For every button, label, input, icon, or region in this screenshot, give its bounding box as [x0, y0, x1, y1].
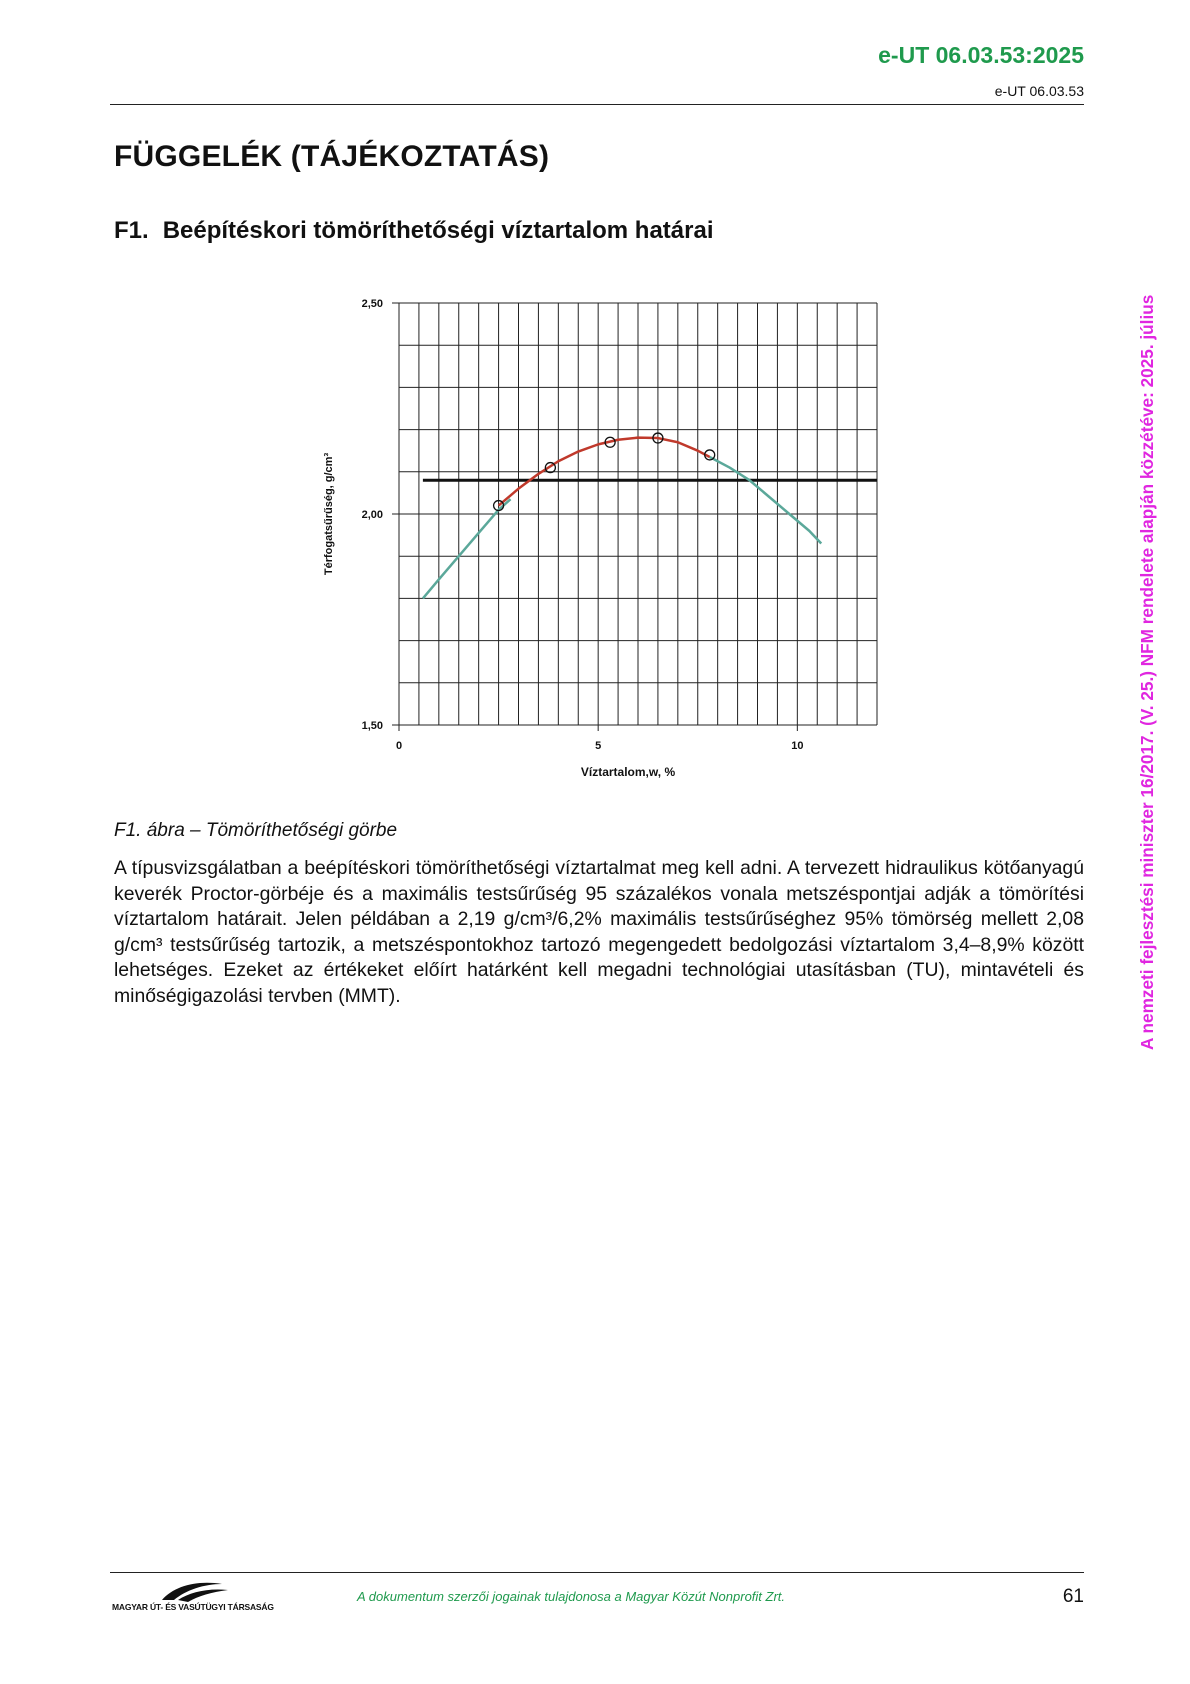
x-tick-label: 0: [395, 740, 403, 752]
society-logo: [112, 1578, 272, 1618]
header-divider: [110, 104, 1084, 105]
extrapolated-curve: [710, 457, 822, 544]
standard-short-id: e-UT 06.03.53: [994, 83, 1084, 99]
appendix-title: FÜGGELÉK (TÁJÉKOZTATÁS): [114, 140, 550, 173]
chart-series: [423, 433, 877, 598]
standard-id: e-UT 06.03.53:2025: [878, 42, 1084, 68]
compaction-chart: [300, 280, 900, 800]
chart-axes: [392, 303, 797, 731]
footer-divider: [110, 1572, 1084, 1573]
chart-grid: [399, 303, 877, 725]
y-tick-label: 1,50: [361, 720, 383, 732]
x-axis-label: Víztartalom,w, %: [580, 765, 676, 779]
section-number: F1.: [114, 217, 149, 244]
section-title: Beépítéskori tömöríthetőségi víztartalom határai: [162, 217, 714, 244]
body-paragraph: A típusvizsgálatban a beépítéskori tömöríthetőségi víztartalmat meg kell adni. A tervezett hidraulikus kötőanyagú keverék Proctor-görbéje és a maximális testsűrűség 95 százalékos vonala metszéspontjai adják a tömörítési víztartalom határait. Jelen példában a 2,19 g/cm³/6,2% maximális testsűrűséghez 95% tömörség mellett 2,08 g/cm³ testsűrűség tartozik, a metszéspontokhoz tartozó megengedett bedolgozási víztartalom 3,4–8,9% között lehetséges. Ezeket az értékeket előírt határként kell megadni technológiai utasításban (TU), mintavételi és minőségigazolási tervben (MMT).: [114, 857, 1084, 1007]
y-tick-label: 2,00: [361, 509, 383, 521]
publication-side-note: A nemzeti fejlesztési miniszter 16/2017. (V. 25.) NFM rendelete alapján közzétéve: 2025. július: [1137, 294, 1157, 1050]
copyright-notice: A dokumentum szerzői jogainak tulajdonosa a Magyar Közút Nonprofit Zrt.: [357, 1589, 786, 1604]
y-axis-label: Térfogatsűrűség, g/cm³: [323, 452, 335, 576]
figure-caption: F1. ábra – Tömöríthetőségi görbe: [114, 820, 398, 841]
y-tick-label: 2,50: [361, 298, 383, 310]
section-heading: [114, 217, 714, 245]
x-tick-label: 10: [791, 740, 804, 752]
x-tick-label: 5: [595, 740, 602, 752]
swoosh-logo-icon: [112, 1578, 272, 1604]
chart-labels: [323, 298, 803, 779]
page-number: 61: [1062, 1586, 1084, 1607]
logo-text: MAGYAR ÚT- ÉS VASÚTÜGYI TÁRSASÁG: [112, 1602, 274, 1612]
